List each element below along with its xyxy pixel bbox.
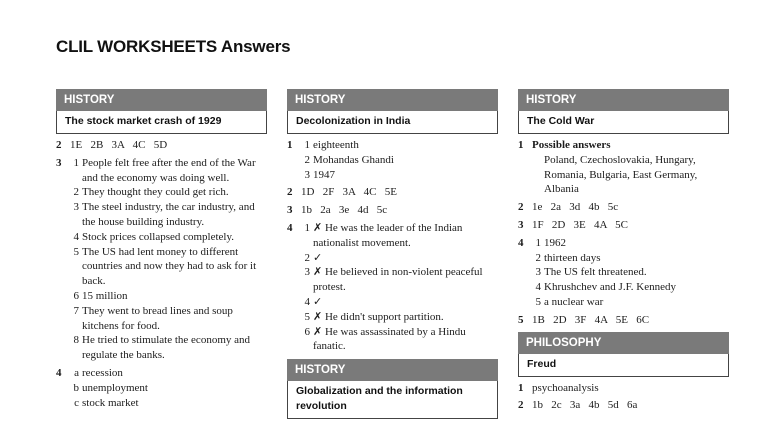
question-number: 5 (518, 313, 524, 326)
question-number: 1 (287, 139, 293, 151)
item-label: 8 (73, 334, 79, 347)
item-text: They thought they could get rich. (82, 186, 229, 199)
answer-line: 1D 2F 3A 4C 5E (301, 186, 397, 199)
answer-item (532, 265, 729, 280)
item-label: 2 (535, 251, 541, 264)
question-number: 2 (287, 186, 293, 199)
question-2 (56, 138, 267, 153)
answer-item (301, 295, 498, 310)
question-number: 3 (56, 156, 62, 169)
item-label: 2 (304, 153, 310, 166)
item-text: The US felt threatened. (544, 266, 647, 279)
item-label: 6 (73, 289, 79, 302)
question-1 (287, 138, 498, 182)
question-number: 4 (56, 366, 62, 379)
column-stock-market-crash (56, 89, 267, 413)
item-label: 3 (73, 201, 79, 214)
answer-item (301, 310, 498, 325)
item-label: b (73, 381, 79, 394)
answer-item (301, 251, 498, 266)
column-cold-war (518, 89, 729, 416)
question-number: 4 (518, 236, 524, 249)
item-label: 1 (73, 156, 79, 169)
item-label: 4 (535, 281, 541, 294)
question-2 (518, 398, 729, 413)
answer-line: 1b 2c 3a 4b 5d 6a (532, 399, 638, 412)
section-subheading: The Cold War (518, 111, 729, 134)
section-banner: PHILOSOPHY (518, 332, 729, 354)
question-1 (518, 381, 729, 396)
answer-item (70, 333, 267, 363)
question-number: 3 (518, 218, 524, 231)
item-text: They went to bread lines and soup kitchens for food. (82, 304, 233, 332)
question-number: 3 (287, 204, 293, 217)
page-title: CLIL WORKSHEETS Answers (56, 37, 291, 56)
section-banner: HISTORY (518, 89, 729, 111)
answer-item (532, 295, 729, 310)
question-number: 4 (287, 221, 293, 234)
item-label: c (74, 396, 79, 409)
item-text: 1962 (544, 236, 566, 249)
answer-line: 1e 2a 3d 4b 5c (532, 201, 619, 214)
question-3 (518, 218, 729, 233)
answer-item (70, 156, 267, 186)
answer-item (301, 325, 498, 355)
answer-item (532, 236, 729, 251)
answer-item (70, 245, 267, 289)
answer-item (70, 289, 267, 304)
question-number: 1 (518, 139, 524, 151)
item-label: 6 (304, 325, 310, 338)
item-label: 5 (304, 310, 310, 323)
question-number: 2 (56, 139, 62, 151)
item-text: Khrushchev and J.F. Kennedy (544, 281, 677, 294)
item-label: 1 (304, 221, 310, 234)
answer-item (532, 251, 729, 266)
answer-text: Poland, Czechoslovakia, Hungary, Romania, Bulgaria, East Germany, Albania (544, 153, 698, 196)
item-text: ✗ He was the leader of the Indian nationalist movement. (313, 221, 463, 249)
item-label: 3 (304, 266, 310, 279)
answer-item (301, 138, 498, 153)
item-label: 4 (304, 295, 310, 308)
question-number: 2 (518, 399, 524, 412)
item-label: 3 (304, 168, 310, 181)
item-label: 2 (73, 186, 79, 199)
answer-line: 1F 2D 3E 4A 5C (532, 218, 628, 231)
item-text: a nuclear war (544, 295, 604, 308)
answer-line: 1E 2B 3A 4C 5D (70, 139, 168, 151)
question-1 (518, 138, 729, 197)
item-text: Stock prices collapsed completely. (82, 230, 235, 243)
item-label: 1 (535, 236, 541, 249)
question-2 (287, 185, 498, 200)
section-subheading: Freud (518, 354, 729, 377)
answer-item (301, 168, 498, 183)
item-label: 2 (304, 251, 310, 264)
answer-item (70, 381, 267, 396)
item-label: 5 (73, 245, 79, 258)
item-text: He tried to stimulate the economy and regulate the banks. (82, 334, 251, 362)
item-label: 3 (535, 266, 541, 279)
question-number: 1 (518, 381, 524, 394)
answer-item (70, 366, 267, 381)
question-4 (56, 366, 267, 410)
section-subheading: The stock market crash of 1929 (56, 111, 267, 134)
question-5 (518, 313, 729, 328)
item-label: a (74, 366, 79, 379)
item-text: stock market (82, 396, 139, 409)
item-text: The US had lent money to different countries and now they had to ask for it back. (82, 245, 257, 288)
item-text: eighteenth (313, 139, 359, 151)
item-text: thirteen days (544, 251, 601, 264)
item-text: Mohandas Ghandi (313, 153, 394, 166)
question-4 (518, 236, 729, 310)
item-text: 1947 (313, 168, 335, 181)
answer-item (70, 230, 267, 245)
section-subheading: Decolonization in India (287, 111, 498, 134)
item-text: People felt free after the end of the War and the economy was doing well. (82, 156, 256, 184)
section-subheading: Globalization and the information revolution (287, 381, 498, 419)
answer-line: 1b 2a 3e 4d 5c (301, 204, 388, 217)
answer-item (70, 185, 267, 200)
question-3 (287, 203, 498, 218)
question-2 (518, 200, 729, 215)
item-label: 5 (535, 295, 541, 308)
item-label: 1 (304, 139, 310, 151)
answer-line: psychoanalysis (532, 381, 599, 394)
answer-item (301, 153, 498, 168)
item-text: ✗ He was assassinated by a Hindu fanatic. (313, 325, 466, 353)
answer-heading: Possible answers (532, 139, 611, 151)
column-decolonization (287, 89, 498, 419)
answer-item (301, 265, 498, 295)
answer-line: 1B 2D 3F 4A 5E 6C (532, 313, 650, 326)
answer-item (70, 396, 267, 411)
question-3 (56, 156, 267, 363)
question-4 (287, 221, 498, 354)
item-text: ✗ He didn't support partition. (313, 310, 444, 323)
section-banner: HISTORY (287, 359, 498, 381)
question-number: 2 (518, 201, 524, 214)
item-label: 4 (73, 230, 79, 243)
answer-item (301, 221, 498, 251)
answer-item (70, 304, 267, 334)
item-text: ✗ He believed in non-violent peaceful protest. (313, 266, 483, 294)
section-banner: HISTORY (287, 89, 498, 111)
item-text: ✓ (313, 295, 323, 308)
answer-item (532, 280, 729, 295)
item-label: 7 (73, 304, 79, 317)
answer-item (70, 200, 267, 230)
item-text: The steel industry, the car industry, and the house building industry. (82, 201, 255, 228)
item-text: unemployment (82, 381, 148, 394)
item-text: recession (82, 366, 123, 379)
item-text: ✓ (313, 251, 323, 264)
section-banner: HISTORY (56, 89, 267, 111)
item-text: 15 million (82, 289, 128, 302)
